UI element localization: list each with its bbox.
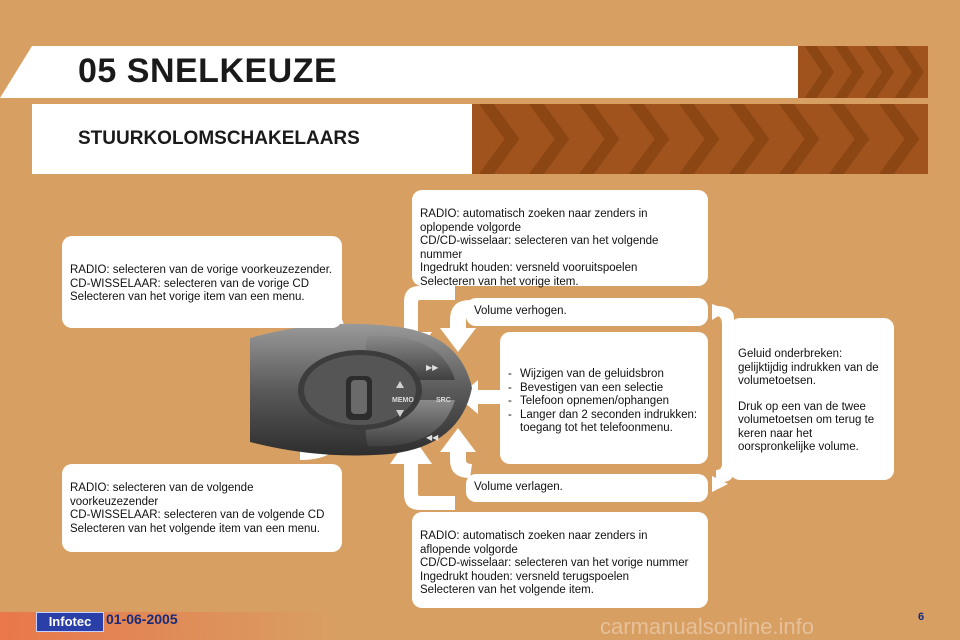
- infotec-logo: Infotec: [36, 612, 104, 632]
- info-line: RADIO: selecteren van de volgende voorkeuzezender: [70, 482, 254, 508]
- info-box-volume-down: [466, 474, 708, 502]
- info-line: CD/CD-wisselaar: selecteren van het volgende nummer: [420, 235, 659, 261]
- info-box-previous-preset: [62, 236, 342, 328]
- info-line: RADIO: selecteren van de vorige voorkeuzezender.: [70, 264, 333, 276]
- page-number: 6: [918, 611, 925, 623]
- page-title: 05 SNELKEUZE: [78, 52, 338, 90]
- info-line: Selecteren van het vorige item van een menu.: [70, 291, 305, 303]
- info-line: Ingedrukt houden: versneld vooruitspoelen: [420, 262, 638, 274]
- info-line: Ingedrukt houden: versneld terugspoelen: [420, 570, 630, 583]
- info-box-seek-down: [412, 512, 708, 608]
- list-item: - Bevestigen van een selectie: [506, 382, 702, 396]
- info-line: RADIO: automatisch zoeken naar zenders in oplopende volgorde: [420, 208, 648, 234]
- footer-date: 01-06-2005: [106, 611, 178, 627]
- info-line: CD/CD-wisselaar: selecteren van het vorige nummer: [420, 557, 689, 569]
- watermark: carmanualsonline.info: [600, 614, 815, 639]
- steering-column-control: [250, 318, 480, 468]
- list-item: - Telefoon opnemen/ophangen: [506, 395, 702, 409]
- source-list: [506, 368, 702, 436]
- info-line: Volume verlagen.: [474, 481, 563, 493]
- info-line: CD-WISSELAAR: selecteren van de volgende CD: [70, 509, 325, 521]
- info-line: Selecteren van het volgende item.: [420, 584, 594, 596]
- info-line: Selecteren van het vorige item.: [420, 275, 579, 288]
- info-paragraph: Geluid onderbreken: gelijktijdig indrukken van de volumetoetsen.: [738, 348, 879, 387]
- info-line: Selecteren van het volgende item van een menu.: [70, 522, 320, 535]
- info-paragraph: Druk op een van de twee volumetoetsen om terug te keren naar het oorspronkelijke volume.: [738, 400, 875, 453]
- src-label: SRC: [436, 397, 451, 404]
- list-item: - Langer dan 2 seconden indrukken: toegang tot het telefoonmenu.: [506, 409, 702, 436]
- previous-icon: ◀◀: [426, 433, 439, 442]
- info-box-volume-up: [466, 298, 708, 326]
- info-box-source: [500, 332, 708, 464]
- info-box-seek-up: [412, 190, 708, 286]
- info-line: Volume verhogen.: [474, 305, 567, 317]
- info-box-mute: [730, 318, 894, 480]
- section-title: STUURKOLOMSCHAKELAARS: [78, 128, 360, 149]
- info-line: CD-WISSELAAR: selecteren van de vorige CD: [70, 277, 310, 290]
- list-item: - Wijzigen van de geluidsbron: [506, 368, 702, 382]
- next-icon: ▶▶: [426, 363, 439, 372]
- info-box-next-preset: [62, 464, 342, 552]
- memo-label: MEMO: [392, 397, 414, 404]
- info-line: RADIO: automatisch zoeken naar zenders in aflopende volgorde: [420, 530, 648, 556]
